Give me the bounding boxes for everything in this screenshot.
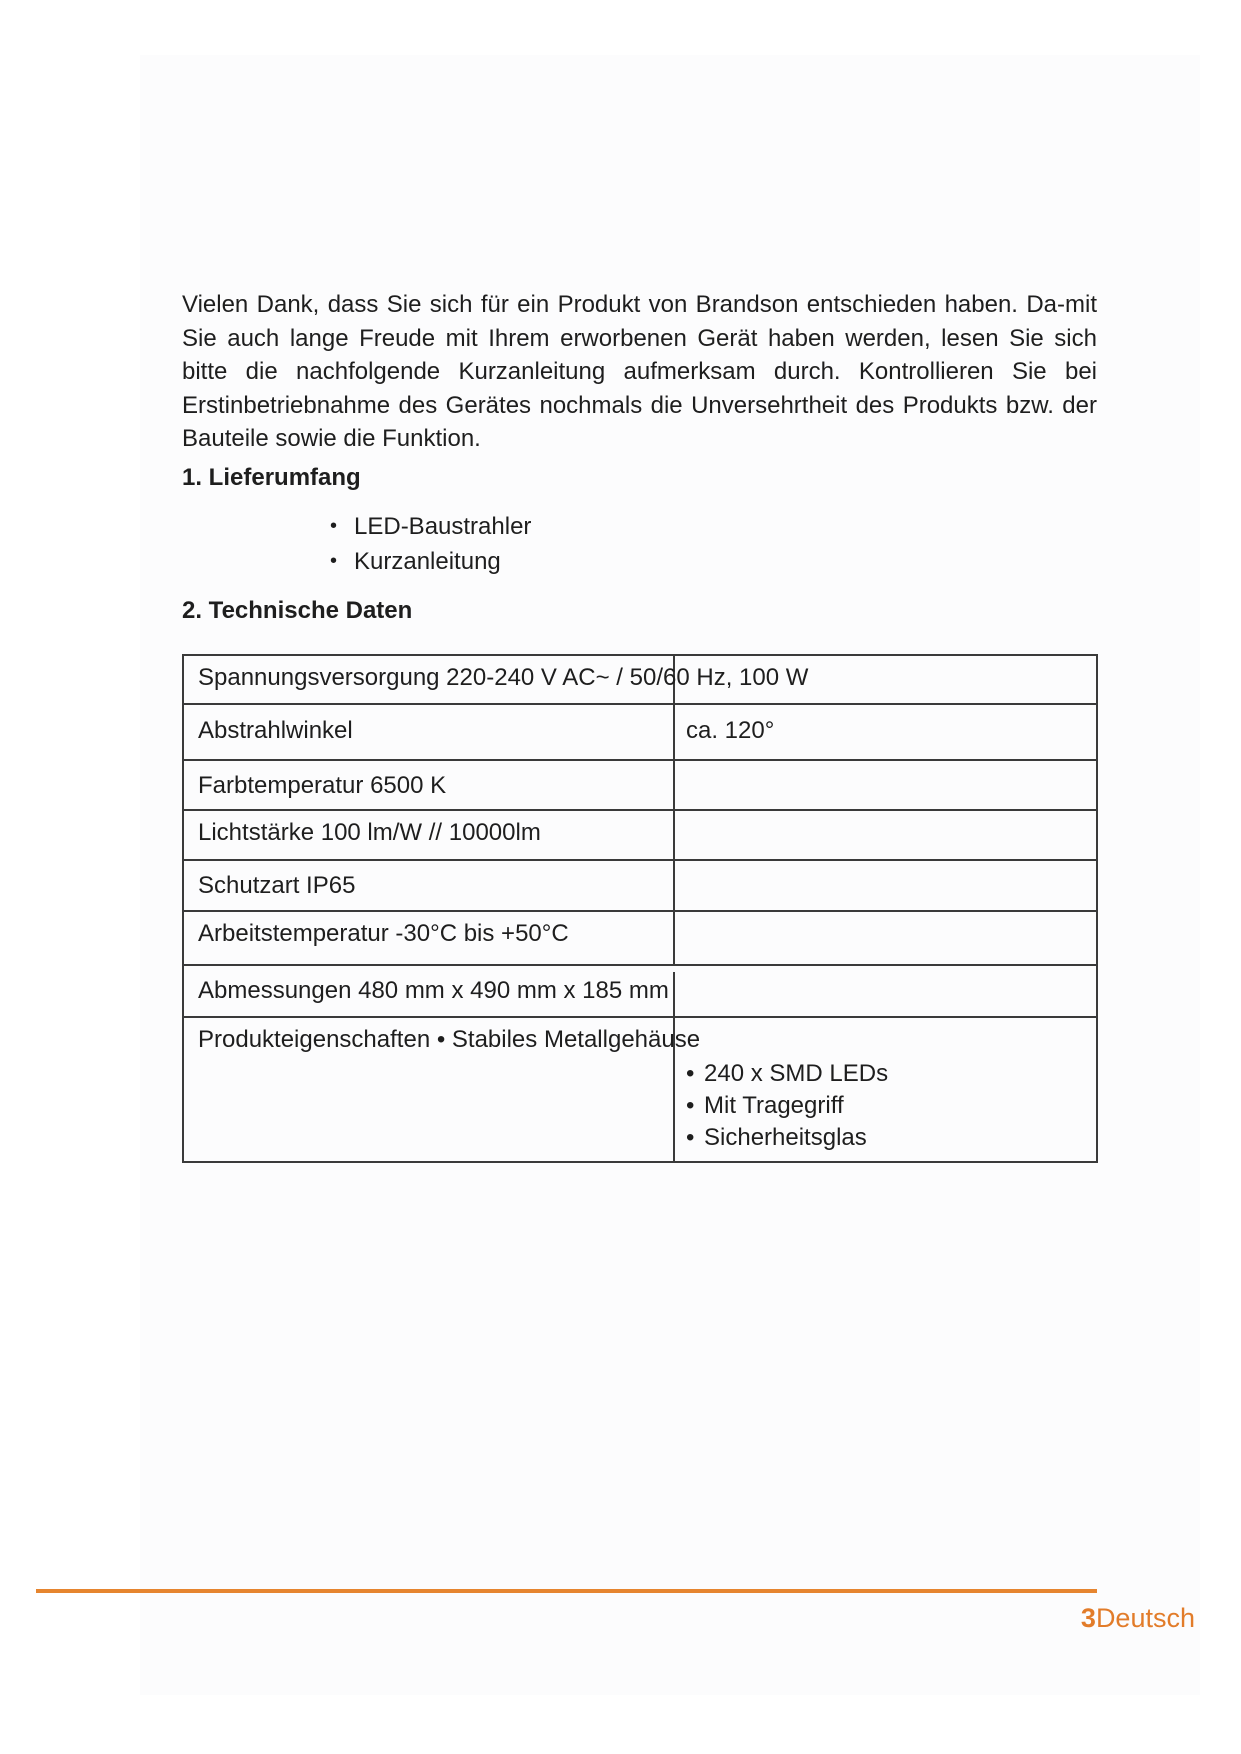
table-row [184,1018,1096,1163]
bullet-icon: • [330,550,338,572]
bullet-icon: • [686,1092,695,1119]
spec-value: ca. 120° [686,717,775,744]
table-row [184,761,1096,811]
table-row [184,705,1096,761]
language-label: Deutsch [1095,1603,1195,1633]
features-list [686,1058,888,1154]
table-row [184,912,1096,966]
spec-label: Produkteigenschaften • Stabiles Metallgehäuse [198,1026,701,1053]
bullet-icon: • [330,515,338,537]
list-item: • Mit Tragegriff [686,1090,888,1122]
spec-table [182,654,1098,1163]
spec-label: Spannungsversorgung 220-240 V AC~ / 50/60 Hz, 100 W [198,664,809,691]
list-item: • LED-Baustrahler [330,509,531,544]
table-row [184,861,1096,912]
page-number: 3 [1080,1603,1096,1633]
bullet-icon: • [686,1060,695,1087]
list-item: • 240 x SMD LEDs [686,1058,888,1090]
spec-label: Abmessungen 480 mm x 490 mm x 185 mm [198,977,669,1004]
section-heading-lieferumfang: 1. Lieferumfang [182,464,361,491]
list-item: • Sicherheitsglas [686,1122,888,1154]
spec-label: Lichtstärke 100 lm/W // 10000lm [198,819,541,846]
footer-divider [36,1589,1097,1593]
spec-label: Abstrahlwinkel [198,717,353,744]
list-item: • Kurzanleitung [330,544,531,579]
table-row [184,966,1096,1018]
spec-label: Farbtemperatur 6500 K [198,772,447,799]
section-heading-technische-daten: 2. Technische Daten [182,597,413,624]
spec-label: Schutzart IP65 [198,872,356,899]
spec-label: Arbeitstemperatur -30°C bis +50°C [198,920,569,947]
table-row [184,811,1096,861]
lieferumfang-list [330,509,531,579]
table-row [184,656,1096,705]
bullet-icon: • [686,1124,695,1151]
intro-paragraph: Vielen Dank, dass Sie sich für ein Produkt von Brandson entschieden haben. Da-mit Sie auch lange Freude mit Ihrem erworbenen Gerät haben werden, lesen Sie sich bitte die nachfolgende Kurzanleitung aufmerksam durch. Kontrollieren Sie bei Erstinbetriebnahme des Gerätes nochmals die Unversehrtheit des Produkts bzw. der Bauteile sowie die Funktion. [182,291,1097,452]
footer-page-label [1081,1603,1195,1634]
